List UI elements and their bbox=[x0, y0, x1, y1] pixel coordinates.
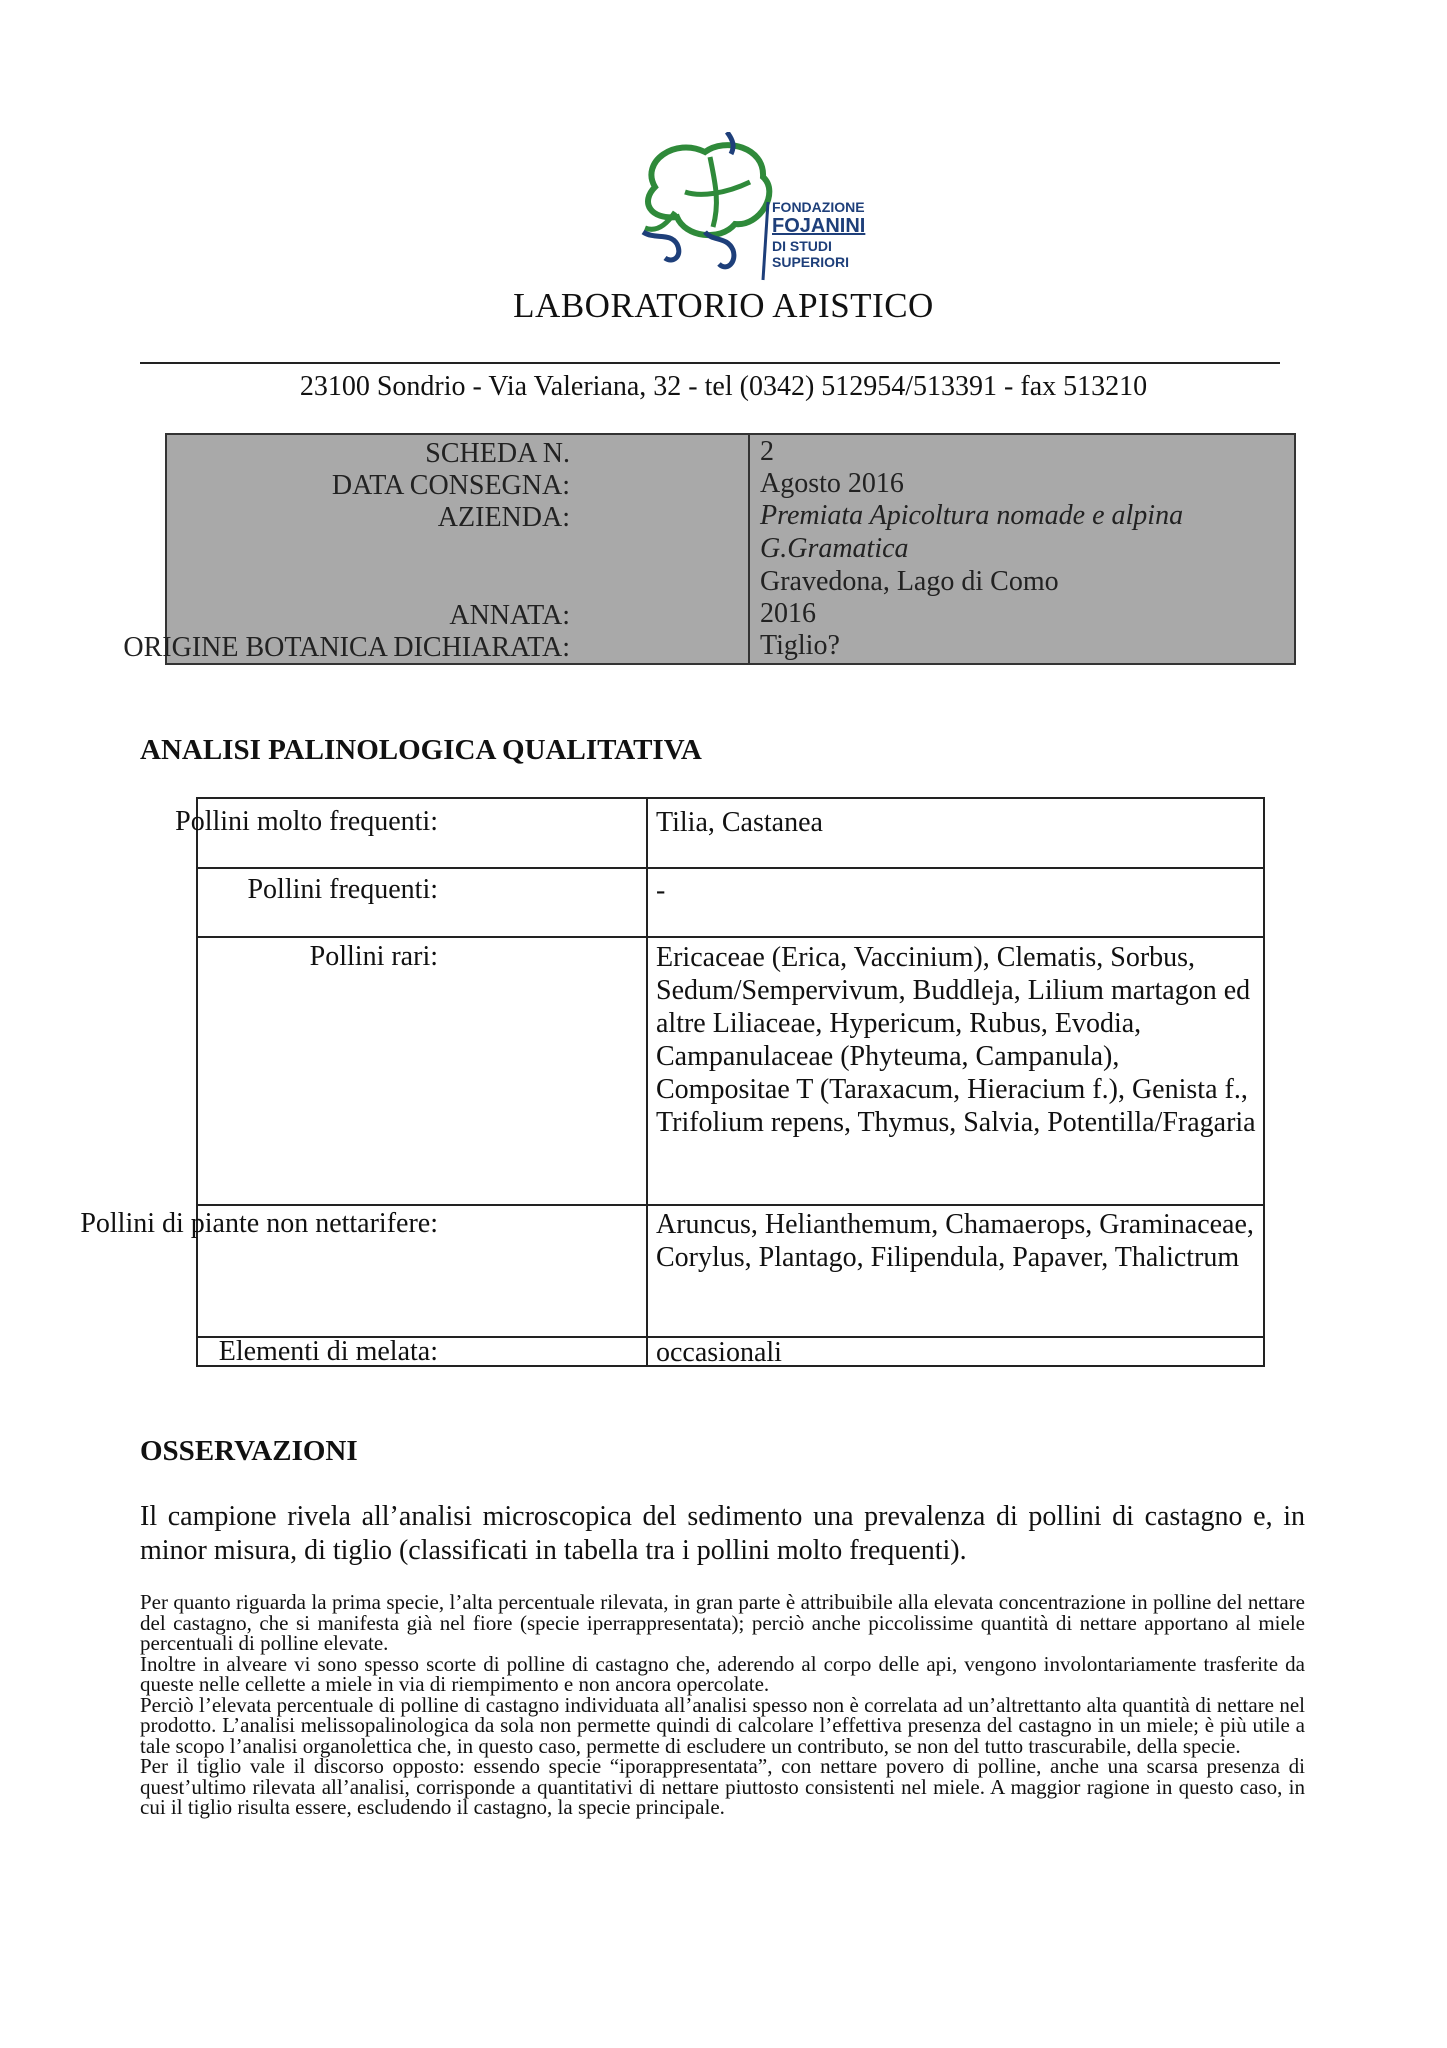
observation-paragraph: Per quanto riguarda la prima specie, l’alta percentuale rilevata, in gran parte è attribuibile alla elevata concentrazione in polline del nettare del castagno, che si manifesta già nel fiore (specie iperrappresentata); perciò anche piccolissime quantità di nettare apportano al miele percentuali di polline elevate. bbox=[140, 1590, 1305, 1655]
azienda-value-line3: Gravedona, Lago di Como bbox=[760, 566, 1059, 597]
logo-text-superiori: SUPERIORI bbox=[772, 254, 850, 270]
observation-paragraph: Per il tiglio vale il discorso opposto: essendo specie “iporappresentata”, con nettare povero di polline, anche una scarsa presenza di quest’ultimo rilevata all’analisi, corrisponde a quantitativi di nettare piuttosto consistenti nel miele. A maggior ragione in questo caso, in cui il tiglio risulta essere, escludendo il castagno, la specie principale. bbox=[140, 1754, 1305, 1819]
lab-address: 23100 Sondrio - Via Valeriana, 32 - tel (0342) 512954/513391 - fax 513210 bbox=[299, 371, 1148, 402]
table-row-value: Tilia, Castanea bbox=[656, 807, 823, 838]
data-consegna-label: DATA CONSEGNA: bbox=[331, 470, 570, 501]
observations-heading: OSSERVAZIONI bbox=[140, 1435, 358, 1467]
table-row-value: - bbox=[656, 875, 666, 906]
azienda-label: AZIENDA: bbox=[437, 502, 570, 533]
observations-summary: Il campione rivela all’analisi microscopica del sedimento una prevalenza di pollini di castagno e, in minor misura, di tiglio (classificati in tabella tra i pollini molto frequenti). bbox=[140, 1501, 1305, 1566]
table-row-value: Aruncus, Helianthemum, Chamaerops, Graminaceae, Corylus, Plantago, Filipendula, Papaver, Thalictrum bbox=[656, 1209, 1254, 1273]
logo-text-di-studi: DI STUDI bbox=[772, 238, 832, 254]
observations-body bbox=[140, 1592, 1305, 1818]
origine-botanica-label: ORIGINE BOTANICA DICHIARATA: bbox=[123, 632, 570, 663]
table-row-label: Pollini molto frequenti: bbox=[175, 806, 438, 837]
analysis-heading: ANALISI PALINOLOGICA QUALITATIVA bbox=[140, 734, 702, 766]
pollen-analysis-table bbox=[80, 797, 1265, 1368]
table-row-label: Pollini di piante non nettarifere: bbox=[80, 1208, 438, 1239]
observation-paragraph: Perciò l’elevata percentuale di polline di castagno individuata all’analisi spesso non è correlata ad un’altrettanto alta quantità di nettare nel prodotto. L’analisi melissopalinologica da sola non permette quindi di calcolare l’effettiva presenza del castagno in un miele; è più utile a tale scopo l’analisi organolettica che, in questo caso, permette di escludere un contributo, se non del tutto trascurabile, della specie. bbox=[140, 1692, 1305, 1758]
fondazione-fojanini-logo bbox=[615, 132, 875, 282]
table-row-label: Pollini rari: bbox=[309, 941, 438, 972]
table-row-value: occasionali bbox=[656, 1337, 782, 1368]
annata-label: ANNATA: bbox=[449, 600, 570, 631]
azienda-value-line2: G.Gramatica bbox=[760, 533, 909, 564]
logo-text-fojanini: FOJANINI bbox=[772, 215, 866, 237]
data-consegna-value: Agosto 2016 bbox=[760, 468, 904, 499]
table-column-divider bbox=[646, 799, 648, 1365]
logo-text-fondazione: FONDAZIONE bbox=[772, 199, 865, 215]
scheda-value: 2 bbox=[760, 436, 774, 467]
table-row-divider bbox=[198, 936, 1263, 938]
header-divider-rule bbox=[140, 362, 1280, 364]
vine-leaf-icon bbox=[615, 132, 775, 282]
table-row-divider bbox=[198, 1204, 1263, 1206]
table-row-label: Pollini frequenti: bbox=[247, 874, 438, 905]
table-row-value: Ericaceae (Erica, Vaccinium), Clematis, Sorbus, Sedum/Sempervivum, Buddleja, Lilium martagon ed altre Liliaceae, Hypericum, Rubus, Evodia, Campanulaceae (Phyteuma, Campanula), Compositae T (Taraxacum, Hieracium f.), Genista f., Trifolium repens, Thymus, Salvia, Potentilla/Fragaria bbox=[656, 942, 1256, 1138]
table-row-label: Elementi di melata: bbox=[218, 1336, 438, 1367]
scheda-label: SCHEDA N. bbox=[425, 438, 570, 469]
azienda-value-line1: Premiata Apicoltura nomade e alpina bbox=[760, 500, 1184, 531]
table-row-divider bbox=[198, 867, 1263, 869]
lab-title: LABORATORIO APISTICO bbox=[513, 286, 934, 325]
annata-value: 2016 bbox=[760, 598, 816, 629]
observation-paragraph: Inoltre in alveare vi sono spesso scorte di polline di castagno che, aderendo al corpo delle api, vengono involontariamente trasferite da queste nelle cellette a miele in via di riempimento e non ancora opercolate. bbox=[140, 1651, 1305, 1696]
sample-info-column-divider bbox=[748, 433, 750, 665]
origine-botanica-value: Tiglio? bbox=[760, 630, 840, 661]
sample-info-box bbox=[123, 433, 1296, 665]
